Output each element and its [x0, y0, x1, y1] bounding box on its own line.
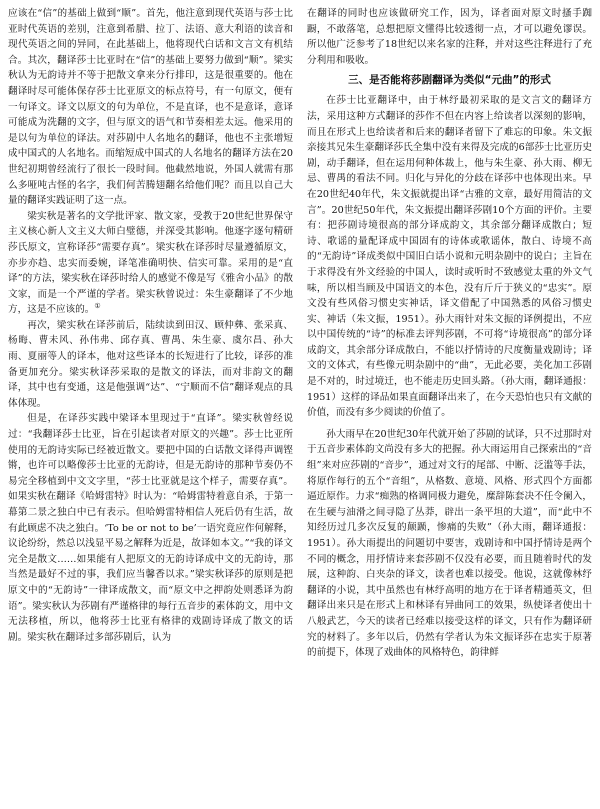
paragraph: 在翻译的同时也应该做研究工作，因为，译者面对原文时搔手踟蹰，不敢落笔，总想把原文懂得比较透彻一点，才可以避免谬误。所以他广泛参考了18世纪以来名家的注释，并对这些注释进行了充分利用和吸收。: [307, 8, 592, 66]
paragraph-text: 梁实秋是著名的文学批评家、散文家，受教于20世纪世界保守主义核心新人文主义大师白璧德，并深受其影响。他逐字逐句精研莎氏原文，宣称译莎“需要存真”。梁实秋在译莎时尽量遵循原文，亦步亦趋、忠实而委婉，译笔准确明快、信实可靠。采用的是“直译”的方法，梁实秋在译莎时给人的感觉不像是写《雅舍小品》的散文家，而是一个严谨的学者。梁实秋曾说过：朱生豪翻译了不少地方，这是不应该的。: [8, 210, 293, 316]
paragraph: 应该在“信”的基础上做到“顺”。首先，他注意到现代英语与莎士比亚时代英语的差别，注意到希腊、拉丁、法语、意大利语的读音和现代英语之间的异同，在此基础上，他将现代白话和文言文有机结合。其次，翻译莎士比亚时在“信”的基础上要努力做到“顺”。梁实秋认为无韵诗并不等于把散文拿来分行排印，这是很重要的。他在翻译时尽可能体保存莎士比亚原文的标点符号，有一句原文，便有一句译文。译文以原文的句为单位，不是直译，也不是意译，意译可能成为洗翻的文字，但与原文的语气和节奏相差太远。他采用的是以句为单位的译法。对莎剧中人名地名的翻译，他也不主张增短成中国式的人名地名。而缩短成中国式的人名地名的翻译方法在20世纪初期曾经流行了很长一段时间。他截然地说，外国人就需有那么多哑吨古怪的名字，我们何苦腾翅翻名给他们呢？而且以自己大量的翻译实践证明了这一点。: [8, 8, 293, 207]
right-column: [307, 6, 592, 805]
section-heading: 三、是否能将莎剧翻译为类似“元曲”的形式: [348, 74, 551, 87]
paragraph: 但是，在译莎实践中梁译本里现过于“直译”。梁实秋曾经说过：“我翻译莎士比亚，旨在引起读者对原文的兴趣”。莎士比亚所使用的无韵诗实际已经被近散文。要把中国的白话散文译得声调铿锵，也许可以略像莎士比亚的无韵诗，但是无韵诗的那种节奏仍不易完全移植到中文文字里，“莎士比亚就是这个样子，需要存真”。如果实秋在翻译《哈姆雷特》时认为：“哈姆雷特着意自杀，于第一幕第二景之独白中已有表示。但哈姆雷特相信人死后仍有生活，故有此顾虑不决之独白。‘To be or not to be’一语究竟应作何解释，议论纷纷，然总以浅显平易之解释为近是，故译如本文。”“我的译文完全是散文……如果能有人把原文的无韵诗译成中文的无韵诗，那当然是最好不过的事，我们应当馨香以求。”梁实秋译莎的原则是把原文中的“无韵诗”一律译成散文，而“原文中之押韵处则悉译为韵语”。梁实秋认为莎剧有严谨格律的每行五音步的素体韵文，用中文无法移植，所以，他将莎士比亚有格律的戏剧诗译成了散文的话剧。梁实秋在翻译过多部莎剧后，认为: [8, 413, 293, 643]
paragraph: 在莎士比亚翻译中，由于林纾最初采取的是文言文的翻译方法，采用这种方式翻译的莎作不但在内容上给读者以深刻的影响，而且在形式上也给读者和后来的翻译者留下了难忘的印象。朱文振亲接其兄朱生豪翻译莎氏全集中没有来得及完成的6部莎士比亚历史剧，动手翻译，但在运用何种体裁上，他与朱生豪、孙大雨、柳无忌、曹禺的看法不同。归化与异化的分歧在译莎中也体现出来。早在20世纪40年代，朱文振就提出译“古雅的文章，最好用简洁的文言”。20世纪50年代，朱文振提出翻译莎剧10个方面的评价。主要有：把莎剧诗境很高的部分译成韵文，其余部分翻译成散白；短诗、歌谣的量配译成中国固有的诗体或歌谣体，散白、诗境不高的“无韵诗”译成类似中国旧白话小说和元明杂剧中的说白；主旨在于求得没有外文经验的中国人，读时或听时不致感觉太重的外文气味，所以相当顾及中国语文的本色，没有斤斤于狭义的“忠实”。原文没有些风俗习惯史实神话，译文借配了中国熟悉的风俗习惯史实、神话（朱文振，1951）。孙大雨针对朱文振的译例提出，不应以中国传统的“诗”的标准去评判莎剧，不可将“诗境很高”的部分译成韵文，其余部分译成散白，不能以抒情诗的尺度衡量戏剧诗；译文的文体式，有些像元明杂剧中的“曲”，无此必要，美化加工莎剧是不对的，时过境迁，也不能走历史回头路。（孙大雨，翻译通报：1951）这样的译品如果直面翻译出来了，在今天恐怕也只有文献的价值，而没有多少阅读的价值了。: [307, 95, 592, 419]
paragraph: [8, 209, 293, 318]
paragraph: 孙大雨早在20世纪30年代就开始了莎剧的试译，只不过那时对于五音步素体韵文尚没有多大的把握。孙大雨运用自己探索出的“音组”来对应莎剧的“音步”，通过对文行的尾部、中断、泛滥等手法，将原作每行的五个“音组”，从格数、意境、风格、形式四个方面都逼近原作。力求“痴熟的格调同极力避免，糜辞陈套决不任令阑入，在生硬与油滑之间寻隐了丛莽，辟出一条平坦的大道”，而“此中不知经历过几多次反复的颠踬，惨痛的失败”（孙大雨，翻译通报：1951）。孙大雨提出的问题切中要害，戏剧诗和中国抒情诗是两个不同的概念，用抒情诗来套莎剧不仅没有必要，而且随着时代的发展，这种韵、白夹杂的译文，读者也难以接受。他说，这就像林纾翻译的小说，其中虽然也有林纾高明的地方在于译者精通英文，但翻译出来只是在形式上和林译有异曲同工的效果，纵使译者使出十八般武艺，今天的读者已经难以接受这样的译文，只有作为翻译研究的材料了。多年以后，仍然有学者认为朱文振译莎在忠实于原著的前提下，体现了戏曲体的风格特色，韵律鲜: [307, 428, 592, 659]
paragraph: 再次，梁实秋在译莎前后，陆续读到田汉、顾仲彝、张采真、杨晦、曹未风、孙伟弗、邱存真、曹禺、朱生豪、虞尔昌、孙大雨、夏丽等人的译本，他对这些译本的长短进行了比较，译莎的准备更加充分。梁实秋译莎采取的是散文的译法，而对非韵文的翻译，其中也有变通，这是他强调“达”、“宁顺而不信”翻译观点的具体体现。: [8, 319, 293, 409]
footnote-marker: ①: [94, 302, 101, 311]
left-column: [8, 6, 293, 805]
